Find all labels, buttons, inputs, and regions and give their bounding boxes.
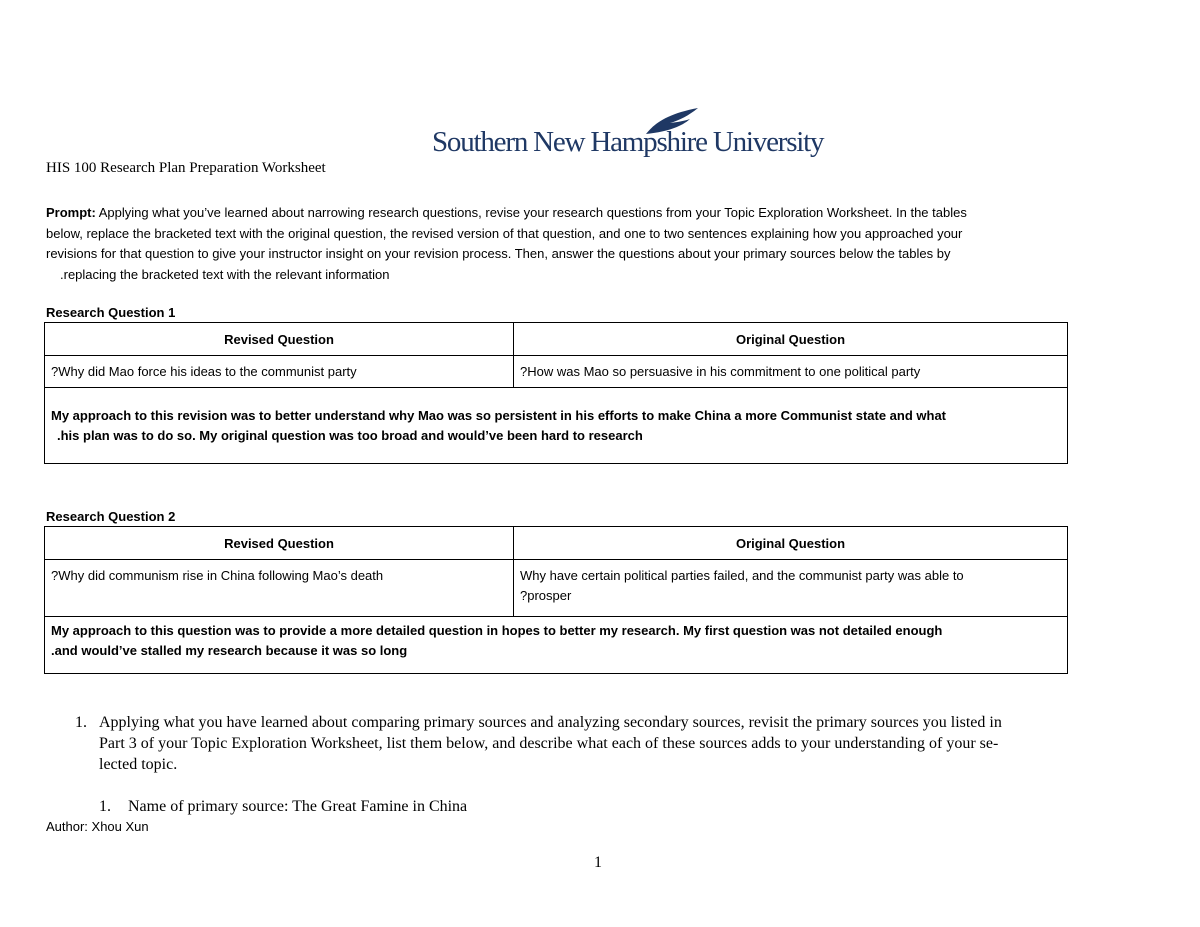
revised-question-header: Revised Question — [45, 527, 514, 560]
revision-approach-cell[interactable] — [45, 388, 1068, 464]
prompt-line — [46, 203, 1136, 224]
revised-question-cell[interactable]: ?Why did communism rise in China following Mao’s death — [45, 560, 514, 617]
table-row — [45, 388, 1068, 464]
table-header-row — [45, 323, 1068, 356]
list-item-number: 1. — [75, 714, 87, 731]
original-question-cell[interactable] — [514, 560, 1068, 617]
prompt-text: Applying what you’ve learned about narrowing research questions, revise your research questions from your Topic Exploration Worksheet. In the tables — [95, 205, 967, 220]
prompt-line: .replacing the bracketed text with the relevant information — [60, 266, 390, 282]
approach-line: .his plan was to do so. My original question was too broad and would’ve been hard to research — [57, 427, 643, 443]
primary-source-name[interactable]: Name of primary source: The Great Famine in China — [128, 798, 468, 815]
approach-line: .and would’ve stalled my research because it was so long — [51, 643, 408, 658]
table-header-row — [45, 527, 1068, 560]
original-question-header: Original Question — [514, 527, 1068, 560]
page-number: 1 — [594, 854, 602, 871]
prompt-paragraph — [46, 203, 1136, 285]
approach-line: My approach to this revision was to better understand why Mao was so persistent in his efforts to make China a more Communist state and what — [51, 407, 947, 423]
original-question-line: Why have certain political parties failed, and the communist party was able to — [520, 568, 964, 583]
logo-text: Southern New Hampshire University — [432, 126, 824, 158]
prompt-line: revisions for that question to give your instructor insight on your revision process. Then, answer the questions about your primary sources below the tables by — [46, 246, 951, 261]
revised-question-header: Revised Question — [45, 323, 514, 356]
research-question-2-table — [44, 526, 1068, 674]
research-question-1-table — [44, 322, 1068, 464]
prompt-line: below, replace the bracketed text with the original question, the revised version of that question, and one to two sentences explaining how you approached your — [46, 225, 963, 241]
research-question-1-label: Research Question 1 — [46, 305, 176, 320]
list-item — [99, 712, 1139, 775]
research-question-2-label: Research Question 2 — [46, 509, 176, 524]
table-row — [45, 356, 1068, 388]
original-question-cell[interactable]: ?How was Mao so persuasive in his commitment to one political party — [514, 356, 1068, 388]
university-logo — [432, 106, 824, 162]
document-title: HIS 100 Research Plan Preparation Worksheet — [46, 160, 326, 176]
original-question-header: Original Question — [514, 323, 1068, 356]
sub-item-number: 1. — [99, 798, 111, 815]
list-item-line: lected topic. — [99, 756, 178, 773]
list-item-line: Part 3 of your Topic Exploration Worksheet, list them below, and describe what each of these sources adds to your understanding of your se- — [99, 735, 999, 752]
original-question-line: ?prosper — [520, 588, 572, 603]
prompt-label: Prompt: — [46, 205, 96, 220]
list-item-line: Applying what you have learned about comparing primary sources and analyzing secondary sources, revisit the primary sources you listed in — [99, 714, 1002, 731]
approach-line: My approach to this question was to provide a more detailed question in hopes to better my research. My first question was not detailed enough — [51, 623, 943, 638]
revised-question-cell[interactable]: ?Why did Mao force his ideas to the communist party — [45, 356, 514, 388]
primary-source-author[interactable]: Author: Xhou Xun — [46, 819, 149, 834]
table-row — [45, 617, 1068, 674]
revision-approach-cell[interactable] — [45, 617, 1068, 674]
table-row — [45, 560, 1068, 617]
